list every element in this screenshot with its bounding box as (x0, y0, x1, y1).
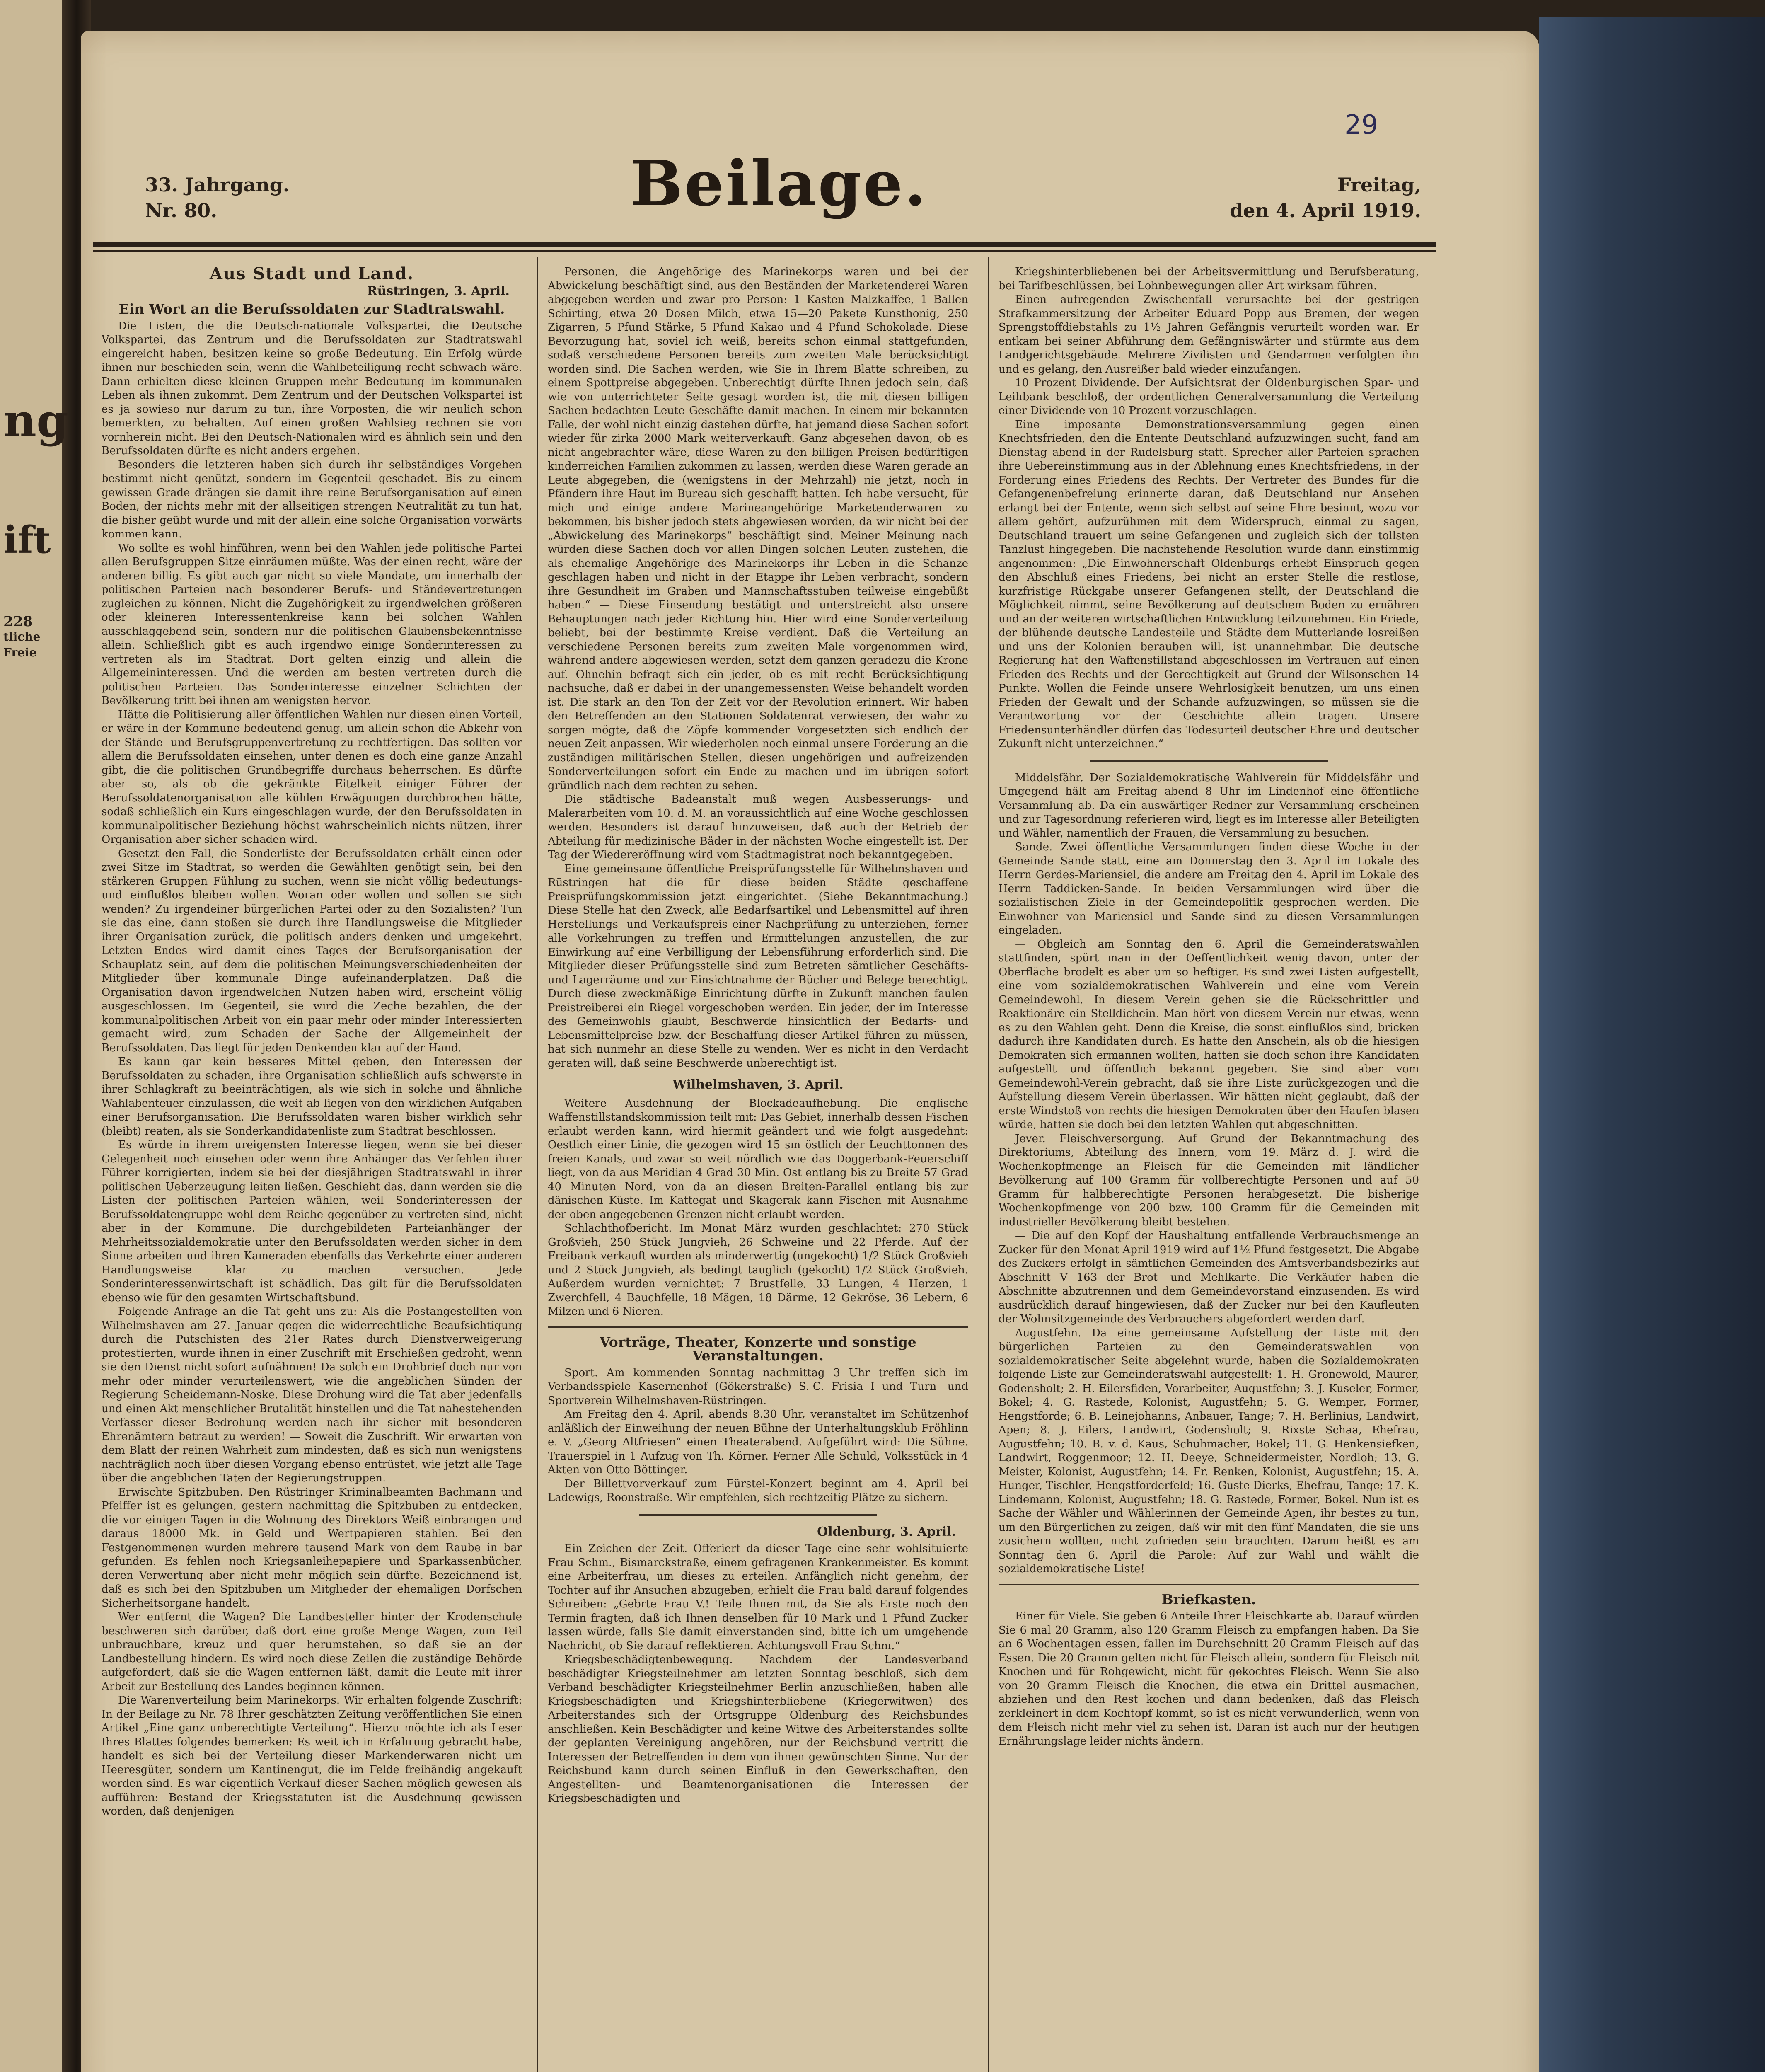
adjacent-page-fragment: tliche (3, 630, 41, 644)
adjacent-page-fragment: ng (3, 394, 68, 447)
masthead-rule-thin (93, 250, 1436, 252)
section-rule (639, 1514, 877, 1516)
article-paragraph: Wer entfernt die Wagen? Die Landbesteller hinter der Krodenschule beschweren sich darüber, daß dort eine große Menge Wagen, zum Teil unbrauchbare, kreuz und quer herumstehen, so daß sie an der Landbestellung hindern. Es wird noch diese Zeilen die zuständige Behörde aufgefordert, daß sie die Wagen entfernen läßt, damit die Leute mit ihrer Arbeit zur Bestellung des Landes beginnen können. (102, 1611, 522, 1693)
article-headline: Ein Wort an die Berufssoldaten zur Stadtratswahl. (118, 301, 505, 317)
article-paragraph: Die städtische Badeanstalt muß wegen Ausbesserungs- und Malerarbeiten vom 10. d. M. an voraussichtlich auf eine Woche geschlossen werden. Besonders ist darauf hinzuweisen, daß auch der Betrieb der Abteilung für medizinische Bäder in der nächsten Woche eingestellt ist. Der Tag der Wiedereröffnung wird vom Stadtmagistrat noch bekanntgegeben. (548, 793, 968, 861)
article-paragraph: Es würde in ihrem ureigensten Interesse liegen, wenn sie bei dieser Gelegenheit noch einsehen oder wenn ihre Anhänger das Verfehlen ihrer Führer korrigierten, indem sie bei der diesjährigen Stadtratswahl in ihrer politischen Ueberzeugung leiten ließen. Geschieht das, dann werden sie die Listen der politischen Parteien wählen, weil Sonderinteressen der Berufssoldatengruppe wohl dem Reiche gegenüber zu vertreten sind, nicht aber in der Kommune. Die durchgebildeten Parteianhänger der Mehrheitssozialdemokratie unter den Berufssoldaten werden sicher in dem Sinne arbeiten und ihren Kameraden ebenfalls das Verkehrte einer anderen Handlungsweise klar zu machen versuchen. Jede Sonderinteressenwirtschaft ist schädlich. Das gilt für die Berufssoldaten ebenso wie für den gesamten Wirtschaftsbund. (102, 1139, 522, 1304)
article-paragraph: Folgende Anfrage an die Tat geht uns zu: Als die Postangestellten von Wilhelmshaven am 27. Januar gegen die widerrechtliche Beaufsichtigung durch die Putschisten des 21er Rates durch Dienstverweigerung protestierten, wurde ihnen in einer Zuschrift mit Erschießen gedroht, wenn sie den Dienst nicht sofort aufnähmen! Da solch ein Drohbrief doch nur von mehr oder minder verurteilenswert, wie die angeblichen Sünden der Regierung Scheidemann-Noske. Diese Drohung wird die Tat aber jedenfalls und einen Akt menschlicher Brutalität hinstellen und die Tat nahestehenden Verfasser dieser Bedrohung werden nach ihr sicher mit besonderen Ehrenämtern betraut zu werden! — Soweit die Zuschrift. Wir erwarten von dem Blatt der reinen Wahrheit zum mindesten, daß es sich nun wenigstens nachträglich noch über diesen Vorgang ebenso entrüstet, wie jetzt alle Tage über die angeblichen Taten der Regierungstruppen. (102, 1305, 522, 1484)
section-heading: Aus Stadt und Land. (209, 265, 414, 283)
article-paragraph: Am Freitag den 4. April, abends 8.30 Uhr, veranstaltet im Schützenhof anläßlich der Einweihung der neuen Bühne der Unterhaltungsklub Fröhlinn e. V. „Georg Altfriesen“ einen Theaterabend. Aufgeführt wird: Die Sühne. Trauerspiel in 1 Aufzug von Th. Körner. Ferner Alle Schuld, Volksstück in 4 Akten von Otto Böttinger. (548, 1408, 968, 1476)
adjacent-page-fragment: ift (3, 518, 51, 562)
column-divider (988, 257, 989, 2072)
article-paragraph: Einer für Viele. Sie geben 6 Anteile Ihrer Fleischkarte ab. Darauf würden Sie 6 mal 20 Gramm, also 120 Gramm Fleisch zu empfangen haben. Da Sie an 6 Wochentagen essen, fallen im Durchschnitt 20 Gramm Fleisch auf das Essen. Die 20 Gramm gelten nicht für Fleisch allein, sondern für Fleisch mit Knochen und für Rohgewicht, nicht für gekochtes Fleisch. Wenn Sie also von 20 Gramm Fleisch die Knochen, die etwa ein Drittel ausmachen, abziehen und den Rest kochen und dann bedenken, daß das Fleisch zerkleinert in dem Kochtopf kommt, so ist es nicht verwunderlich, wenn von dem Fleisch nicht mehr viel zu sehen ist. Daran ist auch nur der heutigen Ernährungslage leider nichts ändern. (999, 1610, 1419, 1748)
article-paragraph: Ein Zeichen der Zeit. Offeriert da dieser Tage eine sehr wohlsituierte Frau Schm., Bismarckstraße, einem gefragenen Krankenmeister. Es kommt eine Arbeiterfrau, um dieses zu erteilen. Anfänglich nicht genehm, der Tochter auf ihr Ansuchen abzugeben, erhielt die Frau bald darauf folgendes Schreiben: „Gebrte Frau V.! Teile Ihnen mit, da Sie als Erste noch den Termin fragten, daß ich Ihnen denselben für 10 Mark und 1 Pfund Zucker lassen würde, falls Sie damit einverstanden sind, bitte ich um umgehende Nachricht, ob Sie darauf reflektieren. Achtungsvoll Frau Schm.“ (548, 1542, 968, 1652)
folio-number: 29 (1344, 110, 1378, 140)
article-paragraph: Augustfehn. Da eine gemeinsame Aufstellung der Liste mit den bürgerlichen Parteien zu den Gemeinderatswahlen von sozialdemokratischer Seite abgelehnt wurde, haben die Sozialdemokraten folgende Liste zur Gemeinderatswahl aufgestellt: 1. H. Gronewold, Maurer, Godensholt; 2. H. Eilersfiden, Vorarbeiter, Augustfehn; 3. J. Kuseler, Former, Bokel; 4. G. Rastede, Kolonist, Augustfehn; 5. G. Wemper, Former, Hengstforde; 6. B. Leinejohanns, Anbauer, Tange; 7. H. Berlinius, Landwirt, Apen; 8. J. Eilers, Landwirt, Godensholt; 9. Rixste Schaa, Ehefrau, Augustfehn; 10. B. v. d. Kaus, Schuhmacher, Bokel; 11. G. Henkensiefken, Landwirt, Roggenmoor; 12. H. Deeye, Schneidermeister, Nordloh; 13. G. Meister, Kolonist, Augustfehn; 14. Fr. Renken, Kolonist, Augustfehn; 15. A. Hunger, Tischler, Hengstforderfeld; 16. Guste Dierks, Ehefrau, Tange; 17. K. Lindemann, Kolonist, Augustfehn; 18. G. Rastede, Former, Bokel. Nun ist es Sache der Wähler und Wählerinnen der Gemeinde Apen, ihr bestes zu tun, um den Bürgerlichen zu zeigen, daß wir mit den fünf Mandaten, die sie uns zusichern wollten, nicht zufrieden sein brauchten. Darum heißt es am Sonntag den 6. April die Parole: Auf zur Wahl und wählt die sozialdemokratische Liste! (999, 1326, 1419, 1575)
article-paragraph: Sande. Zwei öffentliche Versammlungen finden diese Woche in der Gemeinde Sande statt, eine am Donnerstag den 3. April im Lokale des Herrn Gerdes-Mariensiel, die andere am Freitag den 4. April im Lokale des Herrn Taddicken-Sande. In beiden Versammlungen wird über die sozialistischen Ziele in der Gemeindepolitik gesprochen werden. Die Einwohner von Mariensiel und Sande sind zu diesen Versammlungen eingeladen. (999, 841, 1419, 937)
article-paragraph: Personen, die Angehörige des Marinekorps waren und bei der Abwickelung beschäftigt sind, aus den Beständen der Marketenderei Waren abgegeben werden und zwar pro Person: 1 Kasten Malzkaffee, 1 Ballen Schirting, etwa 20 Dosen Milch, etwa 15—20 Pakete Kunsthonig, 250 Zigarren, 5 Pfund Stärke, 5 Pfund Kakao und 4 Pfund Schokolade. Diese Bevorzugung hat, soviel ich weiß, bereits schon einmal stattgefunden, sodaß verschiedene Personen bereits zum zweiten Male berücksichtigt worden sind. Die Sachen werden, wie Sie in Ihrem Blatte schreiben, zu einem Spottpreise abgegeben. Unberechtigt dürfte Ihnen jedoch sein, daß wie von unterrichteter Seite gesagt worden ist, die mit diesen billigen Sachen bedachten Leute Geschäfte damit machen. In einem mir bekannten Falle, der wohl nicht einzig dastehen dürfte, hat jemand diese Sachen sofort wieder für zirka 2000 Mark weiterverkauft. Ganz abgesehen davon, ob es nicht angebrachter wäre, diese Waren zu den billigen Preisen bedürftigen kinderreichen Familien zukommen zu lassen, werden diese Waren gerade an Leute abgegeben, die (wenigstens in der Mehrzahl) nie jetzt, noch in Pfändern ihre Haut im Bureau sich geschafft hatten. Ich habe versucht, für mich und einige andere Marineangehörige Marketenderwaren zu bekommen, bis bisher jedoch stets abgewiesen worden, da wir nicht bei der „Abwickelung des Marinekorps“ beschäftigt sind. Meiner Meinung nach würden diese Sachen doch vor allen Dingen solchen Leuten zustehen, die als ehemalige Angehörige des Marinekorps ihr Leben in die Schanze geschlagen haben und nicht in der Etappe ihr Leben verbracht, sondern ihre Gesundheit im Graben und Mannschaftsstuben teilweise eingebüßt haben.“ — Diese Einsendung bestätigt und unterstreicht also unsere Behauptungen nach jeder Richtung hin. Hier wird eine Sonderverteilung beliebt, bei der bestimmte Kreise verdient. Daß die Verteilung an verschiedene Personen bereits zum zweiten Male vorgenommen wird, während andere abgewiesen werden, setzt dem ganzen geradezu die Krone auf. Ohnehin befragt sich ein jeder, ob es mit recht Berücksichtigung nachsuche, daß er dabei in der unangemessensten Weise behandelt worden ist. Die stark an den Ton der Zeit vor der Revolution erinnert. Wir haben den Betreffenden an den Stationen Soldatenrat verwiesen, der wahr zu sorgen mögte, daß die Zöpfe kommender Vorgesetzten sich endlich der neuen Zeit anpassen. Wir wiederholen noch einmal unsere Forderung an die zuständigen militärischen Stellen, diesen ungehörigen und aufreizenden Sonderverteilungen sofort ein Ende zu machen und im übrigen sofort gründlich nach dem rechten zu sehen. (548, 266, 968, 792)
article-paragraph: Eine gemeinsame öffentliche Preisprüfungsstelle für Wilhelmshaven und Rüstringen hat die für diese beiden Städte geschaffene Preisprüfungskommission jetzt eingerichtet. (Siehe Bekanntmachung.) Diese Stelle hat den Zweck, alle Bedarfsartikel und Lebensmittel auf ihren Herstellungs- und Verkaufspreis einer Nachprüfung zu unterziehen, ferner alle Vorkehrungen zu treffen und Ermittelungen anzustellen, die zur Einwirkung auf eine Verbilligung der Lebensführung erforderlich sind. Die Mitglieder dieser Prüfungsstelle sind zum Betreten sämtlicher Geschäfts- und Lagerräume und zur Einsichtnahme der Bücher und Belege berechtigt. Durch diese zweckmäßige Einrichtung dürfte in Zukunft manchen faulen Preistreiberei ein Riegel vorgeschoben werden. Ein jeder, der im Interesse des Gemeinwohls glaubt, Beschwerde hinsichtlich der Bedarfs- und Lebensmittelpreise bzw. der Beschaffung dieser Artikel führen zu müssen, hat sich nunmehr an diese Stelle zu wenden. Wer es nicht in den Verdacht geraten will, daß seine Beschwerde unberechtigt ist. (548, 862, 968, 1070)
section-rule (999, 1584, 1419, 1585)
article-paragraph: Besonders die letzteren haben sich durch ihr selbständiges Vorgehen bestimmt nicht genützt, sondern im Gegenteil geschadet. Bis zu einem gewissen Grade drängen sie damit ihre reine Berufsorganisation auf einen Boden, der nichts mehr mit der allseitigen strengen Neutralität zu tun hat, die bisher geübt wurde und mit der allein eine solche Organisation vorwärts kommen kann. (102, 458, 522, 540)
article-paragraph: Eine imposante Demonstrationsversammlung gegen einen Knechtsfrieden, den die Entente Deutschland aufzuzwingen sucht, fand am Dienstag abend in der Rudelsburg statt. Sprecher aller Parteien sprachen ihre Uebereinstimmung aus in der Ablehnung eines Knechtsfriedens, in der Forderung eines Friedens des Rechts. Der Vertreter des Bundes für die Gefangenenbefreiung erinnerte daran, daß Deutschland nur Ansehen erlangt bei der Entente, wenn sich selbst auf seine Ehre besinnt, wozu vor allem gehört, aufzurühmen mit dem Widerspruch, einmal zu sagen, Deutschland trauert um seine Gefangenen und zugleich sich der tollsten Tanzlust hingegeben. Die nachstehende Resolution wurde dann einstimmig angenommen: „Die Einwohnerschaft Oldenburgs erhebt Einspruch gegen den Abschluß eines Friedens, bei nicht an erster Stelle die restlose, kurzfristige Rückgabe unserer Gefangenen stellt, der Deutschland die Möglichkeit nimmt, seine Bevölkerung auf deutschem Boden zu ernähren und an der weiteren wirtschaftlichen Entwicklung teilzunehmen. Ein Friede, der blühende deutsche Landesteile und Städte dem Mutterlande losreißen und uns der Kolonien berauben will, ist unannehmbar. Die deutsche Regierung hat den Waffenstillstand abgeschlossen im Vertrauen auf einen Frieden des Rechts und der Gerechtigkeit auf Grund der Wilsonschen 14 Punkte. Wollen die Feinde unsere Wehrlosigkeit benutzen, um uns einen Frieden der Gewalt und der Schande aufzuzwingen, so müssen sie die Verantwortung vor der Geschichte allein tragen. Unsere Friedensunterhändler dürfen das Todesurteil deutscher Ehre und deutscher Zukunft nicht unterzeichnen.“ (999, 418, 1419, 750)
weekday: Freitag, (1337, 174, 1421, 196)
article-paragraph: Hätte die Politisierung aller öffentlichen Wahlen nur diesen einen Vorteil, er wäre in der Kommune bedeutend genug, um allein schon die Abkehr von der Stände- und Berufsgruppenvertretung zu rechtfertigen. Das sollten vor allem die Berufssoldaten einsehen, unter denen es doch eine ganze Anzahl gibt, die die politischen Grundbegriffe durchaus beherrschen. Es dürfte aber so, als ob die gekränkte Eitelkeit einiger Führer der Berufssoldatenorganisation alle kühlen Erwägungen durchbrochen hätte, sodaß schließlich ein Kurs eingeschlagen wurde, der den Berufssoldaten in kommunalpolitischer Beziehung höchst wahrscheinlich nichts nützen, ihrer Organisation aber sicher schaden wird. (102, 708, 522, 846)
adjacent-page-fragment: 228 (3, 613, 33, 630)
article-paragraph: Sport. Am kommenden Sonntag nachmittag 3 Uhr treffen sich im Verbandsspiele Kasernenhof (Gökerstraße) S.-C. Frisia I und Turn- und Sportverein Wilhelmshaven-Rüstringen. (548, 1366, 968, 1407)
article-paragraph: Schlachthofbericht. Im Monat März wurden geschlachtet: 270 Stück Großvieh, 250 Stück Jungvieh, 26 Schweine und 22 Pferde. Auf der Freibank verkauft wurden als minderwertig (ungekocht) 1/2 Stück Großvieh und 2 Stück Jungvieh, als bedingt tauglich (gekocht) 1/2 Stück Großvieh. Außerdem wurden vernichtet: 7 Brustfelle, 33 Lungen, 4 Herzen, 1 Zwerchfell, 4 Bauchfelle, 18 Mägen, 18 Därme, 12 Gekröse, 36 Lebern, 6 Milzen und 6 Nieren. (548, 1222, 968, 1318)
article-paragraph: Kriegsbeschädigtenbewegung. Nachdem der Landesverband beschädigter Kriegsteilnehmer am letzten Sonntag beschloß, sich dem Verband beschädigter Kriegsteilnehmer Berlin anzuschließen, haben alle Kriegsbeschädigten und Kriegshinterbliebene (Kriegerwitwen) des Arbeiterstandes sich der Ortsgruppe Oldenburg des Reichsbundes anschließen. Kein Beschädigter und keine Witwe des Arbeiterstandes sollte der geplanten Vereinigung angehören, nur der Reichsbund vertritt die Interessen der Betreffenden in dem von ihnen gewünschten Sinne. Nur der Reichsbund kann durch seinen Einfluß in den Gewerkschaften, den Angestellten- und Beamtenorganisationen die Interessen der Kriegsbeschädigten und (548, 1653, 968, 1805)
masthead-left (145, 172, 290, 223)
dateline: Wilhelmshaven, 3. April. (672, 1077, 844, 1092)
article-paragraph: Einen aufregenden Zwischenfall verursachte bei der gestrigen Strafkammersitzung der Arbeiter Eduard Popp aus Bremen, der wegen Sprengstoffdiebstahls zu 1½ Jahren Gefängnis verurteilt worden war. Er entkam bei seiner Abführung dem Gefängniswärter und stürmte aus dem Landgerichtsgebäude. Mehrere Zivilisten und Gendarmen verfolgten ihn und es gelang, den Ausreißer bald wieder einzufangen. (999, 293, 1419, 375)
page-title: Beilage. (630, 147, 928, 220)
section-rule (1090, 760, 1328, 762)
issue-date: den 4. April 1919. (1229, 199, 1421, 222)
adjacent-page-fragment: Freie (3, 646, 37, 659)
issue-number: Nr. 80. (145, 199, 218, 222)
briefkasten-heading: Briefkasten. (1161, 1591, 1256, 1607)
volume-label: 33. Jahrgang. (145, 174, 290, 196)
adjacent-page-edge (0, 0, 68, 2072)
article-paragraph: Weitere Ausdehnung der Blockadeaufhebung. Die englische Waffenstillstandskommission teilt mit: Das Gebiet, innerhalb dessen Fischen erlaubt werden kann, wird hiermit geändert und wie folgt ausgedehnt: Oestlich einer Linie, die gezogen wird 15 sm östlich der Leuchttonnen des freien Kanals, und zwar so weit nördlich wie das Doggerbank-Feuerschiff liegt, von da aus Meridian 4 Grad 30 Min. Ost entlang bis zu Breite 57 Grad 40 Minuten Nord, von da an diesen Breiten-Parallel entlang bis zur dänischen Küste. Im Kattegat und Skagerak kann Fischen mit Ausnahme der oben angegebenen Grenzen nicht erlaubt werden. (548, 1097, 968, 1221)
article-paragraph: Es kann gar kein besseres Mittel geben, den Interessen der Berufssoldaten zu schaden, ihre Organisation schließlich aufs schwerste in ihrer Schlagkraft zu beeinträchtigen, als wie sich in solche und ähnliche Wahlabenteuer einzulassen, die weit ab liegen von den wirklichen Aufgaben einer Berufsorganisation. Die Berufssoldaten waren bisher wirklich sehr (bleibt) reaten, als sie Sonderkandidatenliste zum Stadtrat beschlossen. (102, 1055, 522, 1138)
section-rule (548, 1326, 968, 1328)
article-paragraph: Erwischte Spitzbuben. Den Rüstringer Kriminalbeamten Bachmann und Pfeiffer ist es gelungen, gestern nachmittag die Spitzbuben zu entdecken, die vor einigen Tagen in die Wohnung des Direktors Weiß einbrangen und daraus 18000 Mk. in Geld und Wertpapieren stahlen. Bei den Festgenommenen wurden mehrere tausend Mark von dem Raube in bar gefunden. Es fehlen noch Kriegsanleihepapiere und Sparkassenbücher, deren Verwertung aber nicht mehr möglich sein dürfte. Bezeichnend ist, daß es sich bei den Spitzbuben um Mitglieder der ehemaligen Dorfschen Sicherheitsorgane handelt. (102, 1486, 522, 1610)
masthead-right (1202, 172, 1421, 223)
column-2 (548, 265, 968, 2072)
article-paragraph: Jever. Fleischversorgung. Auf Grund der Bekanntmachung des Direktoriums, Abteilung des Innern, vom 19. März d. J. wird die Wochenkopfmenge an Fleisch für die Gemeinden mit ländlicher Bevölkerung auf 100 Gramm für vollberechtigte Personen und auf 50 Gramm für halbberechtigte Personen herabgesetzt. Die bisherige Wochenkopfmenge von 200 bzw. 100 Gramm für die Gemeinden mit industrieller Bevölkerung bleibt bestehen. (999, 1132, 1419, 1228)
article-paragraph: 10 Prozent Dividende. Der Aufsichtsrat der Oldenburgischen Spar- und Leihbank beschloß, der ordentlichen Generalversammlung die Verteilung einer Dividende von 10 Prozent vorzuschlagen. (999, 377, 1419, 417)
article-paragraph: — Die auf den Kopf der Haushaltung entfallende Verbrauchsmenge an Zucker für den Monat April 1919 wird auf 1½ Pfund festgesetzt. Die Abgabe des Zuckers erfolgt in sämtlichen Gemeinden des Amtsverbandsbezirks auf Abschnitt V 163 der Brot- und Mehlkarte. Die Verkäufer haben die Abschnitte abzutrennen und dem Gemeindevorstand einzusenden. Es wird ausdrücklich darauf hingewiesen, daß der Zucker nur bei den Kaufleuten der Wohnsitzgemeinde des Verbrauchers abgefordert werden darf. (999, 1230, 1419, 1325)
section-heading: Vorträge, Theater, Konzerte und sonstige Veranstaltungen. (600, 1334, 916, 1364)
dateline: Rüstringen, 3. April. (367, 283, 510, 298)
column-1 (102, 265, 522, 2072)
article-paragraph: Der Billettvorverkauf zum Fürstel-Konzert beginnt am 4. April bei Ladewigs, Roonstraße. Wir empfehlen, sich rechtzeitig Plätze zu sichern. (548, 1477, 968, 1504)
article-paragraph: — Obgleich am Sonntag den 6. April die Gemeinderatswahlen stattfinden, spürt man in der Oeffentlichkeit wenig davon, unter der Oberfläche brodelt es aber um so heftiger. Es sind zwei Listen aufgestellt, eine vom sozialdemokratischen Wahlverein und eine vom Verein Gemeindewohl. In diesem Verein gehen sie die Rückschrittler und Reaktionäre ein Stelldichein. Man hört von diesem Verein nur etwas, wenn es zu den Wahlen geht. Denn die Kreise, die sonst einflußlos sind, bricken dadurch ihre Kandidaten durch. Es hatte den Anschein, als ob die hiesigen Demokraten sich ermannen wollten, hatten sie doch schon ihre Kandidaten aufgestellt und öffentlich bekannt gegeben. Sie sind aber vom Gemeindewohl-Verein gebracht, daß sie ihre Liste zurückgezogen und die Aufstellung diesem Verein überlassen. Wir hätten nicht geglaubt, daß der erste Windstoß von rechts die hiesigen Demokraten über den Haufen blasen würde, hatten sie doch bei den letzten Wahlen gut abgeschnitten. (999, 938, 1419, 1131)
book-binding (1539, 17, 1765, 2072)
column-3 (999, 265, 1419, 2072)
article-paragraph: Wo sollte es wohl hinführen, wenn bei den Wahlen jede politische Partei allen Berufsgruppen Sitze einräumen müßte. Was der einen recht, wäre der anderen billig. Es gibt auch gar nicht so viele Mandate, um innerhalb der politischen Parteien nach besonderer Berufs- und Ständevertretungen zugleichen zu können. Nicht die Zugehörigkeit zu irgendwelchen größeren oder kleineren Interessentenkreise kann bei solchen Wahlen ausschlaggebend sein, sondern nur die politischen Glaubensbekenntnisse allein. Schließlich gibt es auch irgendwo einige Sonderinteressen zu vertreten als im Stadtrat. Dort gelten einzig und allein die Allgemeininteressen. Und die werden am besten vertreten durch die politischen Parteien. Das Sonderinteresse einzelner Schichten der Bevölkerung tritt bei ihnen am wenigsten hervor. (102, 542, 522, 707)
article-paragraph: Die Warenverteilung beim Marinekorps. Wir erhalten folgende Zuschrift: In der Beilage zu Nr. 78 Ihrer geschätzten Zeitung veröffentlichen Sie einen Artikel „Eine ganz unberechtigte Verteilung“. Hierzu möchte ich als Leser Ihres Blattes folgendes bemerken: Es weit ich in Erfahrung gebracht habe, handelt es sich bei der Verteilung dieser Markenderwaren nicht um Heeresgüter, sondern um Kantinengut, die im Felde freihändig angekauft worden sind. Es war eigentlich Verkauf dieser Sachen möglich gewesen als aufführen: Bestand der Kriegsstatuten ist die Ausdehnung gewissen worden, daß denjenigen (102, 1694, 522, 1818)
dateline: Oldenburg, 3. April. (817, 1524, 956, 1539)
article-paragraph: Gesetzt den Fall, die Sonderliste der Berufssoldaten erhält einen oder zwei Sitze im Stadtrat, so werden die Gewählten genötigt sein, bei den stärkeren Gruppen Fühlung zu suchen, wenn sie nicht völlig bedeutungs- und einflußlos bleiben wollen. Woran oder wollen und sollen sie sich wenden? Zu irgendeiner bürgerlichen Partei oder zu den Sozialisten? Tun sie das eine, dann stoßen sie durch ihre Handlungsweise die Mitglieder ihrer Organisation zurück, die politisch anders denken und umgekehrt. Letzten Endes wird damit eines Tages der Berufsorganisation der Schauplatz sein, auf dem die politischen Meinungsverschiedenheiten der Mitglieder über kommunale Dinge aufeinanderplatzen. Daß die Organisation davon irgendwelchen Nutzen haben wird, erscheint völlig ausgeschlossen. Im Gegenteil, sie wird die Zeche bezahlen, die der kommunalpolitischen Arbeit von ein paar mehr oder minder Interessierten gemacht wird, zum Schaden der Sache der Allgemeinheit der Berufssoldaten. Das liegt für jeden Denkenden klar auf der Hand. (102, 847, 522, 1054)
article-paragraph: Middelsfähr. Der Sozialdemokratische Wahlverein für Middelsfähr und Umgegend hält am Freitag abend 8 Uhr im Lindenhof eine öffentliche Versammlung ab. Da ein auswärtiger Redner zur Versammlung erscheinen und zur Tagesordnung referieren wird, liegt es im Interesse aller Beteiligten und Wähler, namentlich der Frauen, die Versammlung zu besuchen. (999, 771, 1419, 840)
masthead-rule (93, 242, 1436, 247)
article-paragraph: Kriegshinterbliebenen bei der Arbeitsvermittlung und Berufsberatung, bei Tarifbeschlüssen, bei Lohnbewegungen aller Art wirksam führen. (999, 266, 1419, 292)
article-paragraph: Die Listen, die die Deutsch-nationale Volkspartei, die Deutsche Volkspartei, das Zentrum und die Berufssoldaten zur Stadtratswahl eingereicht haben, besitzen keine so große Bedeutung. Ein Erfolg würde ihnen nur beschieden sein, wenn die Wahlbeteiligung recht schwach wäre. Dann erhielten diese kleinen Gruppen mehr Bedeutung im kommunalen Leben als ihnen zukommt. Dem Zentrum und der Deutschen Volkspartei ist es ja sowieso nur darum zu tun, ihre Vorposten, die wir neulich schon bemerkten, zu behalten. Auf einen großen Wahlsieg rechnen sie von vornherein nicht. Bei den Deutsch-Nationalen wird es ähnlich sein und den Berufssoldaten dürfte es nicht anders ergehen. (102, 320, 522, 457)
column-divider (537, 257, 538, 2072)
